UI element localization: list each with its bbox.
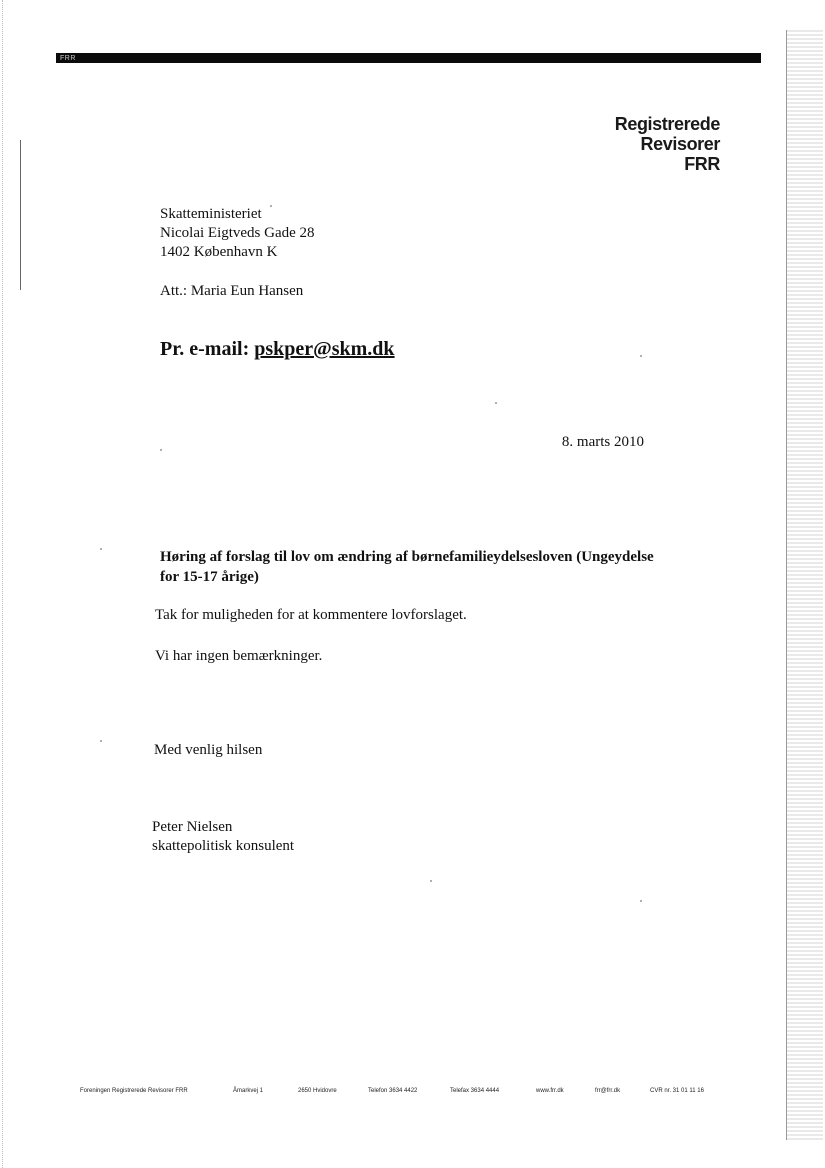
scan-speck: [495, 402, 497, 404]
scan-speck: [160, 449, 162, 451]
scan-mark: [20, 140, 21, 290]
scan-speck: [270, 205, 272, 207]
letterhead-footer: [80, 1088, 730, 1100]
scan-edge-right: [786, 30, 823, 1140]
letter-date: 8. marts 2010: [561, 434, 644, 450]
scan-speck: [100, 740, 102, 742]
scan-speck: [640, 900, 642, 902]
footer-fax: Telefax 3634 4444: [450, 1088, 500, 1094]
email-link[interactable]: pskper@skm.dk: [254, 338, 395, 360]
attention-line: Att.: Maria Eun Hansen: [160, 283, 304, 299]
header-bar-label: FRR: [60, 55, 76, 62]
signature-title: skattepolitisk konsulent: [152, 838, 295, 854]
logo-line-2: Revisorer: [640, 134, 720, 154]
signature-block: [152, 818, 294, 856]
signature-name: Peter Nielsen: [152, 819, 233, 835]
scan-speck: [100, 548, 102, 550]
frr-logo: [600, 114, 720, 174]
scan-speck: [640, 355, 642, 357]
body-paragraph-1: Tak for muligheden for at kommentere lovforslaget.: [155, 607, 467, 623]
logo-line-1: Registrerede: [614, 114, 720, 134]
footer-city: 2650 Hvidovre: [298, 1088, 337, 1094]
subject-line: Høring af forslag til lov om ændring af børnefamilieydelsesloven (Ungeydelse for 15-17 årige): [160, 549, 654, 585]
recipient-city: 1402 København K: [160, 244, 278, 260]
scan-edge-left: [2, 0, 9, 1168]
recipient-street: Nicolai Eigtveds Gade 28: [160, 225, 315, 241]
logo-line-3: FRR: [684, 154, 720, 174]
footer-street: Åmarkvej 1: [233, 1088, 264, 1094]
footer-mail[interactable]: frr@frr.dk: [595, 1088, 621, 1094]
footer-org: Foreningen Registrerede Revisorer FRR: [80, 1088, 188, 1094]
recipient-address: [160, 205, 315, 262]
footer-phone: Telefon 3634 4422: [368, 1088, 418, 1094]
footer-cvr: CVR nr. 31 01 11 16: [650, 1088, 704, 1094]
footer-web[interactable]: www.frr.dk: [536, 1088, 564, 1094]
email-line: [160, 338, 395, 361]
header-bar: [56, 53, 761, 63]
body-paragraph-2: Vi har ingen bemærkninger.: [155, 648, 323, 664]
scan-speck: [430, 880, 432, 882]
closing-greeting: Med venlig hilsen: [154, 742, 263, 758]
email-prefix: Pr. e-mail:: [160, 338, 255, 360]
recipient-name: Skatteministeriet: [160, 206, 262, 222]
